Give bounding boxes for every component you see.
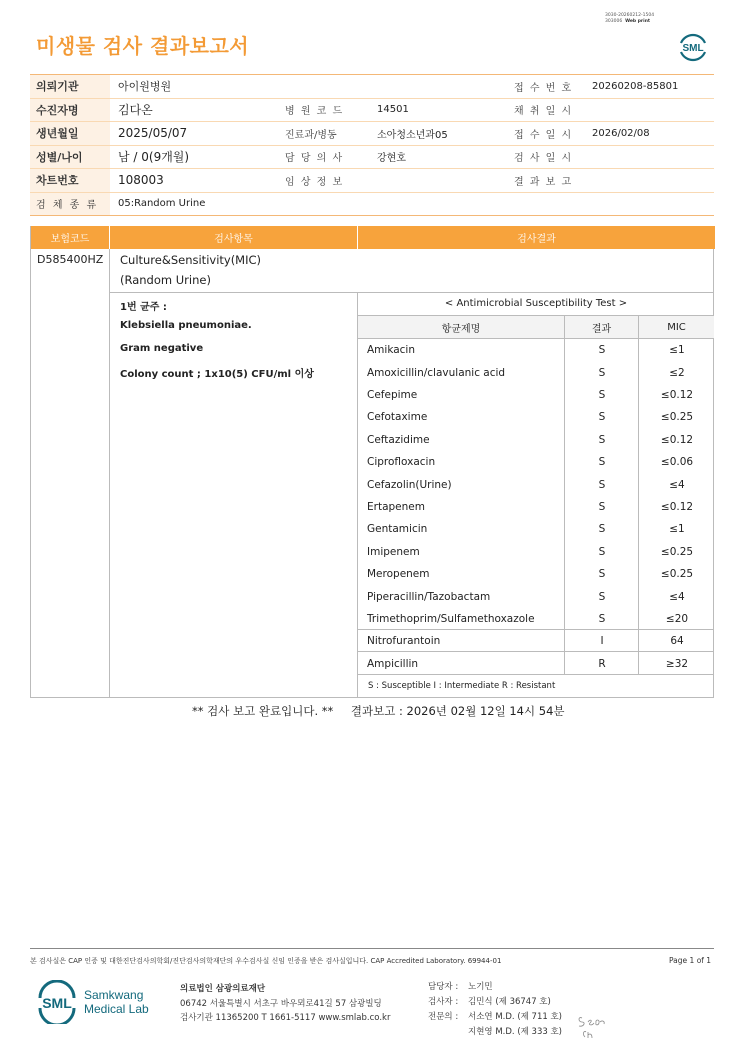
ast-row	[358, 608, 715, 630]
completion-line	[192, 703, 579, 719]
ast-drug: Cefazolin(Urine)	[367, 478, 452, 491]
info-row	[30, 193, 714, 217]
col-test-result: 검사결과	[517, 234, 556, 245]
info-row	[30, 169, 714, 193]
ast-result: R	[598, 657, 606, 670]
staff-role: 전문의 :	[428, 1012, 459, 1022]
hospital-code-label: 병 원 코 드	[285, 106, 344, 118]
staff-row	[428, 995, 562, 1010]
ast-row	[358, 585, 715, 607]
page-number: Page 1 of 1	[669, 956, 712, 965]
ast-drug: Trimethoprim/Sulfamethoxazole	[367, 612, 535, 625]
ast-result: S	[598, 568, 606, 581]
specimen-value: 05:Random Urine	[118, 198, 206, 210]
ast-row	[358, 451, 715, 473]
sex-age-value: 남 / 0(9개월)	[118, 150, 190, 165]
print-code	[605, 13, 654, 25]
print-code-line2: 303006	[605, 19, 623, 24]
ast-row	[358, 652, 715, 674]
ast-row	[358, 429, 715, 451]
requester-value: 아이원병원	[118, 80, 172, 94]
specimen-label: 검 체 종 류	[30, 193, 110, 216]
dob-label: 생년월일	[30, 122, 110, 145]
test-date-value	[580, 146, 714, 169]
test-date-label: 검 사 일 시	[514, 153, 573, 165]
staff-row	[428, 980, 562, 995]
report-time: 결과보고 : 2026년 02월 12일 14시 54분	[350, 704, 565, 718]
ast-mic: ≥32	[665, 657, 689, 670]
ast-result: S	[598, 523, 606, 536]
ast-mic: ≤0.12	[660, 388, 694, 401]
ast-row	[358, 496, 715, 518]
ast-drug: Amikacin	[367, 344, 416, 357]
patient-value: 김다온	[118, 103, 153, 118]
hospital-code-value: 14501	[377, 104, 409, 116]
staff-role: 담당자 :	[428, 982, 459, 992]
ast-row	[358, 630, 715, 652]
receipt-date-value: 2026/02/08	[592, 127, 650, 139]
collect-date-label: 채 취 일 시	[514, 106, 573, 118]
info-row	[30, 146, 714, 170]
ast-result: S	[598, 500, 606, 513]
test-item-name: Culture&Sensitivity(MIC)	[120, 253, 262, 267]
ast-row	[358, 473, 715, 495]
patient-info-table	[30, 74, 714, 216]
ast-mic: ≤4	[669, 590, 685, 603]
ast-mic: ≤0.25	[660, 568, 694, 581]
ast-mic: ≤0.25	[660, 545, 694, 558]
col-insurance-code: 보험코드	[31, 226, 110, 249]
web-print-label: Web print	[625, 19, 651, 24]
requester-label: 의뢰기관	[30, 75, 110, 98]
ast-result: S	[598, 388, 606, 401]
result-table-header	[31, 226, 715, 249]
ast-col-result: 결과	[565, 316, 639, 338]
ast-mic: ≤1	[669, 344, 685, 357]
report-label: 결 과 보 고	[514, 176, 573, 188]
test-item-specimen: (Random Urine)	[120, 273, 211, 287]
brand-name-line1: Samkwang	[84, 988, 144, 1002]
doctor-value: 강현호	[377, 153, 406, 165]
ast-mic: ≤1	[669, 523, 685, 536]
staff-name: 지현영 M.D. (제 333 호)	[468, 1027, 563, 1037]
footer-divider	[30, 948, 714, 949]
ast-mic: ≤2	[669, 366, 685, 379]
ast-result: S	[598, 545, 606, 558]
info-row	[30, 99, 714, 123]
ast-mic: 64	[670, 635, 684, 648]
staff-name: 서소연 M.D. (제 711 호)	[468, 1012, 563, 1022]
ast-mic: ≤0.12	[660, 500, 694, 513]
sml-logo-text: SML	[682, 43, 704, 54]
ast-result: I	[600, 635, 604, 648]
ast-result: S	[598, 411, 606, 424]
ast-legend: S : Susceptible I : Intermediate R : Resistant	[368, 681, 556, 691]
organization-info	[180, 982, 390, 1026]
ast-drug: Amoxicillin/clavulanic acid	[367, 366, 506, 379]
ast-mic: ≤0.06	[660, 456, 694, 469]
sml-brand-icon	[36, 980, 78, 1024]
staff-row	[428, 1010, 562, 1025]
doctor-label: 담 당 의 사	[285, 153, 344, 165]
ast-result: S	[598, 366, 606, 379]
ast-mic: ≤4	[669, 478, 685, 491]
sml-brand-text: SML	[42, 995, 72, 1011]
collect-date-value	[580, 99, 714, 122]
ast-drug: Cefepime	[367, 388, 418, 401]
ast-result: S	[598, 478, 606, 491]
dob-value: 2025/05/07	[118, 126, 188, 141]
staff-role: 검사자 :	[428, 997, 459, 1007]
organism-name: Klebsiella pneumoniae.	[120, 320, 252, 331]
ast-row	[358, 563, 715, 585]
gram-stain: Gram negative	[120, 343, 204, 354]
report-title: 미생물 검사 결과보고서	[36, 34, 250, 58]
ast-row	[358, 384, 715, 406]
divider	[109, 292, 714, 293]
receipt-no-value: 20260208-85801	[592, 80, 679, 92]
result-table	[30, 226, 714, 698]
org-contact: 검사기관 11365200 T 1661-5117 www.smlab.co.kr	[180, 1013, 391, 1023]
sml-brand-name	[84, 988, 149, 1016]
clinical-value	[365, 169, 500, 192]
clinical-label: 임 상 정 보	[285, 176, 344, 188]
ast-col-mic: MIC	[667, 321, 686, 333]
ast-col-drug: 항균제명	[358, 316, 565, 338]
receipt-date-label: 접 수 일 시	[514, 129, 573, 141]
ast-row	[358, 339, 715, 361]
staff-name: 김민식 (제 36747 호)	[468, 997, 551, 1007]
accreditation-note: 본 검사실은 CAP 인증 및 대한진단검사의학회/진단검사의학재단의 우수검사실 신임 인증을 받은 검사실입니다. CAP Accredited Laboratory. 69944-01	[30, 957, 502, 965]
ast-row	[358, 361, 715, 383]
ast-result: S	[598, 456, 606, 469]
insurance-code: D585400HZ	[37, 253, 104, 266]
sex-age-label: 성별/나이	[30, 146, 110, 169]
ast-mic: ≤20	[665, 612, 689, 625]
ast-drug: Nitrofurantoin	[367, 635, 441, 648]
signature-image	[576, 1010, 612, 1040]
ast-drug: Piperacillin/Tazobactam	[367, 590, 491, 603]
org-name: 의료법인 삼광의료재단	[180, 984, 266, 994]
report-value	[580, 169, 714, 192]
ast-header	[358, 316, 714, 338]
ast-drug: Ertapenem	[367, 500, 425, 513]
ast-drug: Meropenem	[367, 568, 430, 581]
chart-no-label: 차트번호	[30, 169, 110, 192]
info-row	[30, 75, 714, 99]
staff-info	[428, 980, 562, 1040]
brand-name-line2: Medical Lab	[84, 1002, 149, 1016]
receipt-no-label: 접 수 번 호	[514, 82, 573, 94]
ast-mic: ≤0.25	[660, 411, 694, 424]
ast-drug: Ampicillin	[367, 657, 419, 670]
ast-mic: ≤0.12	[660, 433, 694, 446]
completion-message: ** 검사 보고 완료입니다. **	[192, 704, 334, 718]
ast-drug: Ceftazidime	[367, 433, 430, 446]
ast-result: S	[598, 590, 606, 603]
colony-count: Colony count ; 1x10(5) CFU/ml 이상	[120, 369, 314, 380]
sml-footer-logo	[36, 980, 149, 1024]
ast-drug: Cefotaxime	[367, 411, 428, 424]
dept-label: 진료과/병동	[285, 129, 337, 141]
sml-logo-icon	[676, 29, 710, 63]
ast-row	[358, 518, 715, 540]
ast-drug: Imipenem	[367, 545, 420, 558]
ast-drug: Ciprofloxacin	[367, 456, 436, 469]
staff-role	[428, 1025, 468, 1040]
staff-row	[428, 1025, 562, 1040]
ast-row	[358, 406, 715, 428]
dept-value: 소아청소년과05	[377, 129, 448, 141]
ast-title: < Antimicrobial Susceptibility Test >	[444, 298, 628, 309]
patient-label: 수진자명	[30, 99, 110, 122]
org-address: 06742 서울특별시 서초구 바우뫼로41길 57 삼광빌딩	[180, 998, 382, 1009]
chart-no-value: 108003	[118, 173, 164, 188]
ast-row	[358, 541, 715, 563]
divider	[109, 249, 110, 697]
staff-name: 노기민	[468, 982, 493, 992]
print-code-line1: 3030-20260212-1504	[605, 13, 655, 18]
ast-result: S	[598, 344, 606, 357]
ast-result: S	[598, 612, 606, 625]
info-row	[30, 122, 714, 146]
organism-no: 1번 균주 :	[120, 302, 167, 313]
col-test-item: 검사항목	[110, 226, 358, 249]
ast-drug: Gentamicin	[367, 523, 428, 536]
ast-result: S	[598, 433, 606, 446]
